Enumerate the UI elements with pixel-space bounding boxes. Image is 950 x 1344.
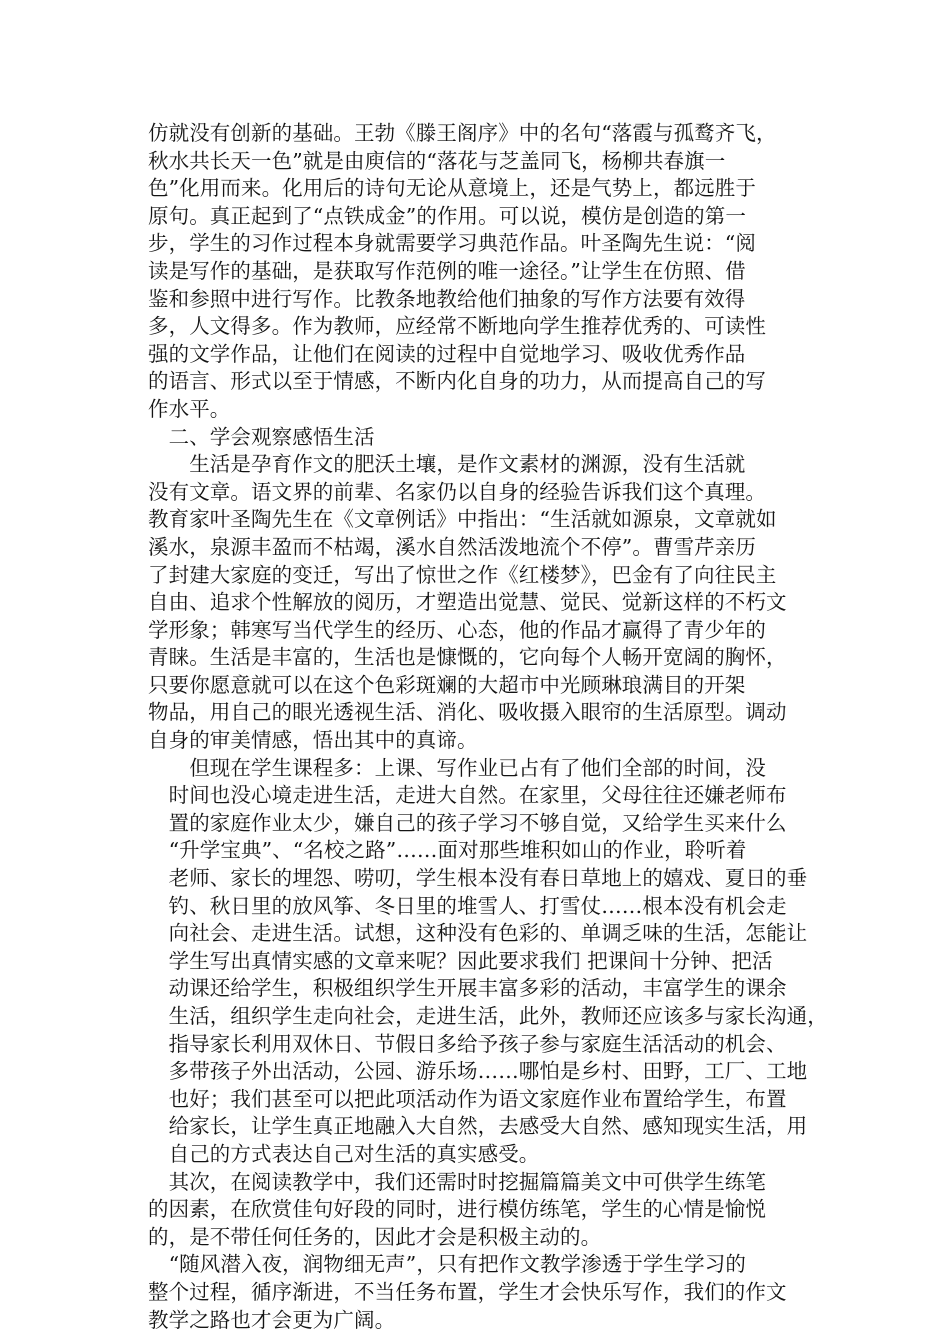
- text-line: “随风潜入夜，润物细无声”，只有把作文教学渗透于学生学习的: [148, 1252, 746, 1277]
- text-line: 自身的审美情感，悟出其中的真谛。: [148, 728, 478, 753]
- text-line: 强的文学作品，让他们在阅读的过程中自觉地学习、吸收优秀作品: [148, 341, 746, 366]
- text-line: 指导家长利用双休日、节假日多给予孩子参与家庭生活活动的机会、: [148, 1031, 787, 1056]
- text-line: 置的家庭作业太少，嫌自己的孩子学习不够自觉，又给学生买来什么: [148, 810, 787, 835]
- text-line: 老师、家长的埋怨、唠叨，学生根本没有春日草地上的嬉戏、夏日的垂: [148, 866, 808, 891]
- text-line: 教育家叶圣陶先生在《文章例话》中指出：“生活就如源泉，文章就如: [148, 507, 777, 532]
- text-line: 没有文章。语文界的前辈、名家仍以自身的经验告诉我们这个真理。: [148, 479, 766, 504]
- text-line: 时间也没心境走进生活，走进大自然。在家里，父母往往还嫌老师布: [148, 783, 787, 808]
- text-line: 的因素，在欣赏佳句好段的同时，进行模仿练笔，学生的心情是愉悦: [148, 1197, 766, 1222]
- text-line: 钓、秋日里的放风筝、冬日里的堆雪人、打雪仗……根本没有机会走: [148, 893, 787, 918]
- text-line: 自己的方式表达自己对生活的真实感受。: [148, 1141, 540, 1166]
- text-line: 了封建大家庭的变迁，写出了惊世之作《红楼梦》，巴金有了向往民主: [148, 562, 777, 587]
- text-line: “升学宝典”、“名校之路”……面对那些堆积如山的作业，聆听着: [148, 838, 747, 863]
- text-line: 自由、追求个性解放的阅历，才塑造出觉慧、觉民、觉新这样的不朽文: [148, 590, 787, 615]
- text-line: 的语言、形式以至于情感，不断内化自身的功力，从而提高自己的写: [148, 369, 766, 394]
- document-body: [148, 120, 828, 1334]
- text-line: 整个过程，循序渐进，不当任务布置，学生才会快乐写作，我们的作文: [148, 1279, 787, 1304]
- text-line: 读是写作的基础，是获取写作范例的唯一途径。”让学生在仿照、借: [148, 258, 746, 283]
- text-line: 生活是孕育作文的肥沃土壤，是作文素材的渊源，没有生活就: [148, 452, 746, 477]
- text-line: 教学之路也才会更为广阔。: [148, 1307, 396, 1332]
- text-line: 学形象；韩寒写当代学生的经历、心态，他的作品才赢得了青少年的: [148, 617, 766, 642]
- text-line: 向社会、走进生活。试想，这种没有色彩的、单调乏味的生活，怎能让: [148, 921, 808, 946]
- text-line: 也好；我们甚至可以把此项活动作为语文家庭作业布置给学生，布置: [148, 1086, 787, 1111]
- text-line: 多，人文得多。作为教师，应经常不断地向学生推荐优秀的、可读性: [148, 314, 766, 339]
- text-line: 秋水共长天一色”就是由庾信的“落花与芝盖同飞，杨柳共春旗一: [148, 148, 726, 173]
- text-line: 其次，在阅读教学中，我们还需时时挖掘篇篇美文中可供学生练笔: [148, 1169, 766, 1194]
- text-line: 动课还给学生，积极组织学生开展丰富多彩的活动，丰富学生的课余: [148, 976, 787, 1001]
- text-line: 生活，组织学生走向社会，走进生活，此外，教师还应该多与家长沟通，: [148, 1004, 828, 1028]
- text-line: 的，是不带任何任务的，因此才会是积极主动的。: [148, 1224, 602, 1249]
- text-line: 只要你愿意就可以在这个色彩斑斓的大超市中光顾琳琅满目的开架: [148, 672, 746, 697]
- text-line: 物品，用自己的眼光透视生活、消化、吸收摄入眼帘的生活原型。调动: [148, 700, 787, 725]
- text-line: 但现在学生课程多：上课、写作业已占有了他们全部的时间，没: [148, 755, 766, 780]
- text-line: 色”化用而来。化用后的诗句无论从意境上，还是气势上，都远胜于: [148, 176, 756, 201]
- text-line: 鉴和参照中进行写作。比教条地教给他们抽象的写作方法要有效得: [148, 286, 746, 311]
- text-line: 溪水，泉源丰盈而不枯竭，溪水自然活泼地流个不停”。曹雪芹亲历: [148, 534, 756, 559]
- text-line: 多带孩子外出活动，公园、游乐场……哪怕是乡村、田野，工厂、工地: [148, 1059, 808, 1084]
- text-line: 仿就没有创新的基础。王勃《滕王阁序》中的名句“落霞与孤鹜齐飞，: [148, 121, 777, 145]
- text-line: 青睐。生活是丰富的，生活也是慷慨的，它向每个人畅开宽阔的胸怀，: [148, 645, 787, 670]
- section-heading: 二、学会观察感悟生活: [148, 424, 375, 449]
- text-line: 步，学生的习作过程本身就需要学习典范作品。叶圣陶先生说：“阅: [148, 231, 756, 256]
- text-line: 原句。真正起到了“点铁成金”的作用。可以说，模仿是创造的第一: [148, 203, 746, 228]
- text-line: 给家长，让学生真正地融入大自然，去感受大自然、感知现实生活，用: [148, 1114, 808, 1139]
- text-line: 学生写出真情实感的文章来呢？因此要求我们 把课间十分钟、把活: [148, 948, 773, 973]
- text-line: 作水平。: [148, 396, 231, 421]
